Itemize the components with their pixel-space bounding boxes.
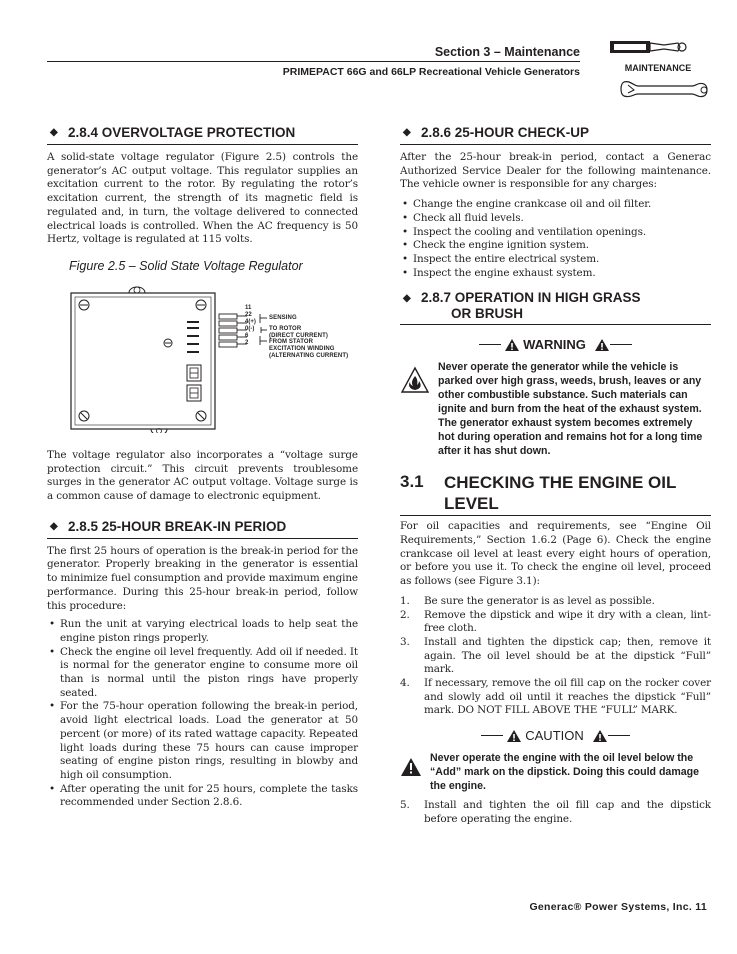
list-item (400, 636, 711, 677)
step-number: 4. (400, 677, 410, 690)
heading-overvoltage-protection (47, 124, 358, 145)
heading-text-block (421, 290, 641, 322)
list-item: • For the 75-hour operation following the break-in period, avoid light electrical loads. Load the generator at 50 percent (or more) of its rated wattage capacity. Repeated light loads during these 75 hours can cause improper seating of engine piston rings, resulting in blowby and high oil consumption. (47, 700, 358, 782)
list-item: • Check the engine ignition system. (400, 239, 711, 253)
figure-caption: Figure 2.5 – Solid State Voltage Regulator (69, 258, 303, 273)
warning-header (400, 337, 711, 352)
terminal-numbers (245, 305, 256, 347)
label-to-rotor: TO ROTOR (269, 325, 302, 332)
warning-triangle-icon (504, 338, 520, 352)
oil-check-final-step (400, 799, 711, 826)
check-up-list (400, 198, 711, 280)
label-from-stator: FROM STATOR (269, 339, 314, 346)
paragraph: For oil capacities and requirements, see “Engine Oil Requirements,” Section 1.6.2 (Page 6). Check the engine crankcase oil level at least every eight hours of operation, or before you use it. To check the engine oil level, proceed as follows (see Figure 3.1): (400, 520, 711, 588)
list-item (400, 799, 711, 826)
heading-text-block (444, 472, 676, 514)
warning-box (400, 360, 711, 458)
step-text: Install and tighten the oil fill cap and the dipstick before operating the engine. (424, 799, 711, 825)
warning-triangle-icon (506, 729, 522, 743)
diamond-icon: ◆ (403, 127, 411, 138)
list-item: • Inspect the engine exhaust system. (400, 267, 711, 281)
step-number: 5. (400, 799, 410, 812)
heading-text: 2.8.5 25-HOUR BREAK-IN PERIOD (68, 518, 287, 534)
right-column (400, 124, 711, 827)
heading-break-in-period (47, 518, 358, 539)
list-item (400, 677, 711, 718)
paragraph: The voltage regulator also incorporates a “voltage surge protection circuit.” This circuit prevents troublesome surges in the generator AC output voltage. Voltage surge is a common cause of damage to electronic equipment. (47, 448, 358, 503)
header-rule (47, 61, 580, 62)
list-item: • Inspect the cooling and ventilation openings. (400, 226, 711, 240)
section-heading: Section 3 – Maintenance (434, 45, 580, 59)
step-text: Remove the dipstick and wipe it dry with a clean, lint-free cloth. (424, 608, 711, 635)
heading-line-2: LEVEL (444, 494, 499, 514)
warning-text: Never operate the generator while the vehicle is parked over high grass, weeds, brush, leaves or any other combustible substance. Such materials can ignite and burn from the heat of the exhaust system. The generator exhaust system becomes extremely hot during operation and remains hot for a long time after it has shut down. (438, 361, 703, 458)
rule-left (479, 344, 501, 345)
terminal-4: 4(+) (245, 318, 256, 325)
label-direct-current: (DIRECT CURRENT) (269, 332, 328, 339)
maintenance-badge-label: MAINTENANCE (624, 63, 692, 73)
terminal-6: 6 (245, 332, 249, 339)
caution-title: CAUTION (525, 728, 584, 744)
terminal-2: 2 (245, 339, 249, 346)
caution-box (400, 751, 711, 793)
break-in-list (47, 618, 358, 810)
section-number: 3.1 (400, 472, 424, 492)
terminal-11: 11 (245, 304, 252, 311)
step-number: 1. (400, 594, 410, 607)
rule-right (608, 735, 630, 736)
caution-text: Never operate the engine with the oil level below the “Add” mark on the dipstick. Doing this could damage the engine. (430, 752, 699, 793)
step-text: Be sure the generator is as level as possible. (424, 594, 655, 607)
oil-check-steps (400, 595, 711, 718)
step-text: If necessary, remove the oil fill cap on the rocker cover and slowly add oil until it reaches the dipstick “Full” mark. DO NOT FILL ABOVE THE “FULL” MARK. (424, 677, 711, 717)
list-item (400, 595, 711, 609)
voltage-regulator-figure (47, 283, 358, 433)
diamond-icon: ◆ (50, 520, 58, 532)
heading-25-hour-check-up (400, 124, 711, 145)
label-excitation-winding: EXCITATION WINDING (269, 346, 335, 353)
label-sensing: SENSING (269, 314, 297, 321)
list-item: • After operating the unit for 25 hours, complete the tasks recommended under Section 2.8.6. (47, 783, 358, 810)
document-title: PRIMEPACT 66G and 66LP Recreational Vehicle Generators (282, 66, 580, 78)
list-item: • Check the engine oil level frequently. Add oil if needed. It is normal for the generator engine to consume more oil than is normal until the piston rings have properly seated. (47, 646, 358, 701)
heading-text: 2.8.4 OVERVOLTAGE PROTECTION (68, 125, 296, 140)
rule-right (610, 344, 632, 345)
caution-header (400, 728, 711, 743)
heading-line-2: OR BRUSH (451, 306, 524, 322)
paragraph: The first 25 hours of operation is the break-in period for the generator. Properly breaking in the generator is essential to minimize fuel consumption and provide maximum engine performance. During this 25-hour break-in period, follow this procedure: (47, 544, 358, 612)
diamond-icon: ◆ (403, 293, 411, 305)
terminal-legend (269, 315, 348, 360)
paragraph: A solid-state voltage regulator (Figure 2.5) controls the generator’s AC output voltage. This regulator supplies an excitation current to the rotor. By regulating the rotor’s excitation current, the strength of its magnetic field is regulated and, in turn, the voltage delivered to connected electrical loads is controlled. When the AC frequency is 50 Hertz, voltage is regulated at 115 volts. (47, 151, 358, 246)
list-item: • Change the engine crankcase oil and oil filter. (400, 198, 711, 212)
caution-triangle-icon (400, 751, 430, 793)
step-number: 3. (400, 635, 410, 648)
list-item: • Inspect the entire electrical system. (400, 253, 711, 267)
label-alternating-current: (ALTERNATING CURRENT) (269, 352, 349, 359)
diamond-icon: ◆ (50, 127, 58, 138)
left-column (47, 124, 358, 810)
step-text: Install and tighten the dipstick cap; then, remove it again. The oil level should be at the dipstick “Full” mark. (424, 635, 711, 676)
list-item (400, 609, 711, 636)
terminal-0: 0(-) (245, 325, 255, 332)
terminal-22: 22 (245, 311, 252, 318)
list-item: • Run the unit at varying electrical loads to help seat the engine piston rings properly. (47, 618, 358, 645)
warning-title: WARNING (523, 337, 586, 353)
heading-high-grass (400, 290, 711, 325)
heading-line-1: 2.8.7 OPERATION IN HIGH GRASS (421, 290, 641, 306)
page-footer: Generac® Power Systems, Inc. 11 (529, 901, 707, 913)
heading-line-1: CHECKING THE ENGINE OIL (444, 473, 677, 493)
step-number: 2. (400, 608, 410, 621)
heading-text: 2.8.6 25-HOUR CHECK-UP (421, 125, 590, 140)
paragraph: After the 25-hour break-in period, contact a Generac Authorized Service Dealer for the following maintenance. The vehicle owner is responsible for any charges: (400, 151, 711, 191)
heading-checking-engine-oil (400, 472, 711, 516)
rule-left (481, 735, 503, 736)
warning-triangle-icon (592, 729, 608, 743)
list-item: • Check all fluid levels. (400, 212, 711, 226)
warning-triangle-icon (594, 338, 610, 352)
fire-warning-icon (400, 360, 438, 458)
